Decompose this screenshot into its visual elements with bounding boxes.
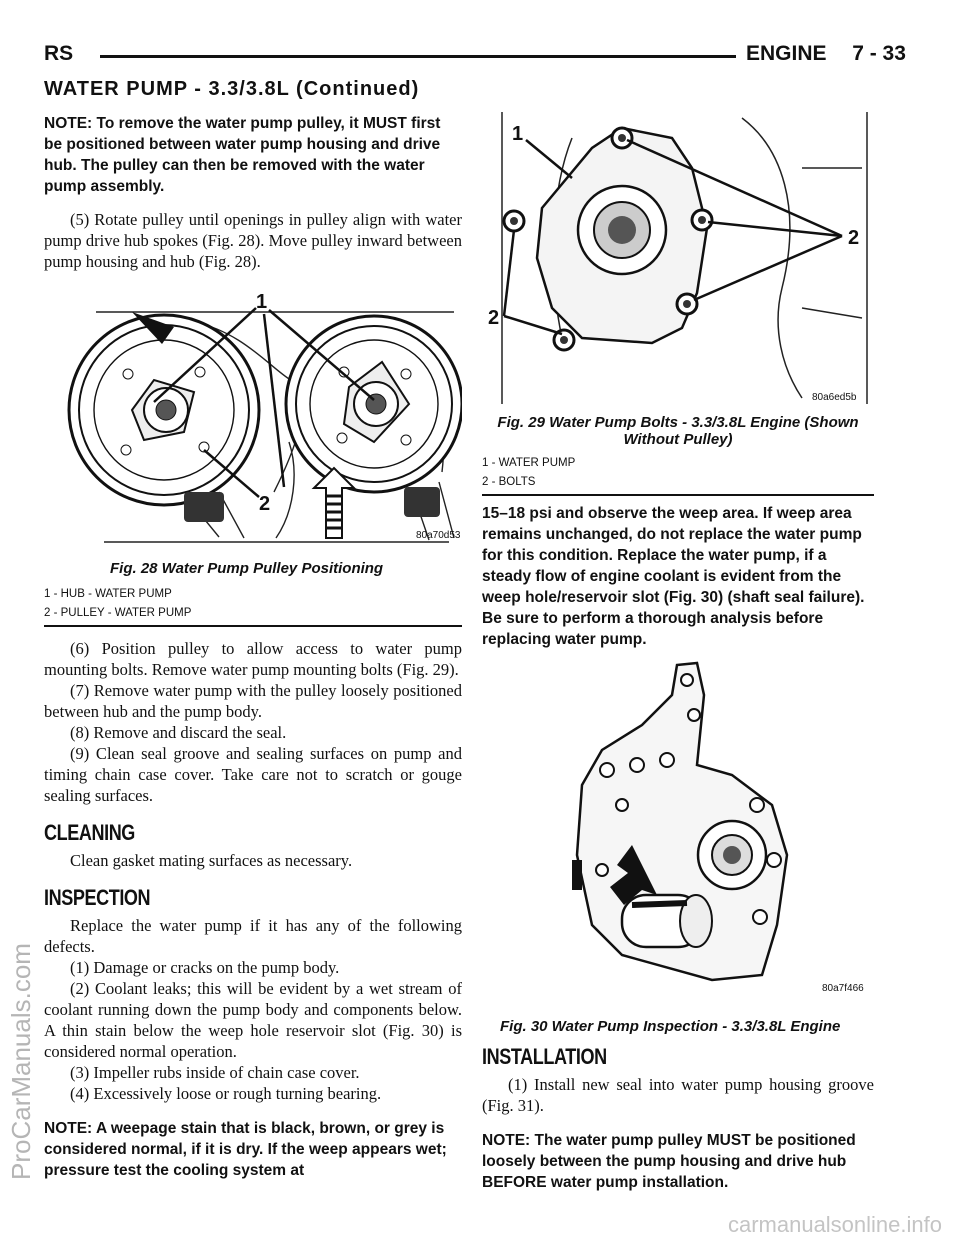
watermark-side: ProCarManuals.com [6, 943, 36, 1180]
section-title: WATER PUMP - 3.3/3.8L (Continued) [44, 78, 420, 100]
step-8: (8) Remove and discard the seal. [70, 723, 287, 742]
fig29-callout-1: 1 [512, 123, 524, 145]
right-column-text [482, 503, 874, 650]
watermark-bottom: carmanualsonline.info [727, 1212, 942, 1237]
installation-heading: INSTALLATION [482, 1044, 607, 1069]
header-rule [100, 55, 736, 58]
fig28-code: 80a70d53 [416, 530, 461, 541]
figure-28-rule [44, 625, 462, 627]
inspection-4: (4) Excessively loose or rough turning bearing. [70, 1084, 382, 1103]
cleaning-text: Clean gasket mating surfaces as necessary. [70, 851, 353, 870]
left-column [44, 113, 462, 272]
fig28-callout-1: 1 [256, 292, 268, 313]
step-7: (7) Remove water pump with the pulley loosely positioned between hub and the pump body. [44, 681, 462, 721]
right-column-lower [482, 1044, 874, 1193]
water-pump-bolts-illustration [482, 108, 874, 408]
figure-29-legend-2: 2 - BOLTS [482, 476, 536, 488]
note-remove-pulley: NOTE: To remove the water pump pulley, it MUST first be positioned between water pump housing and drive hub. The pulley can then be removed with the water pump assembly. [44, 115, 441, 195]
note-install: NOTE: The water pump pulley MUST be positioned loosely between the pump housing and drive hub BEFORE water pump installation. [482, 1132, 856, 1191]
fig29-callout-2a: 2 [848, 227, 860, 249]
fig28-callout-2: 2 [259, 493, 271, 515]
note-continued: 15–18 psi and observe the weep area. If weep area remains unchanged, do not replace the water pump for this condition. Replace the water pump, if a steady flow of engine coolant is evident from the weep hole/reservoir slot (Fig. 30) (shaft seal failure). Be sure to perform a thorough analysis before replacing water pump. [482, 505, 865, 648]
figure-29-caption-block [482, 414, 874, 496]
figure-30-caption-block [482, 1018, 874, 1035]
figure-29-legend-1: 1 - WATER PUMP [482, 457, 576, 469]
right-pulley [286, 316, 462, 492]
figure-30 [482, 655, 874, 1000]
left-column-lower [44, 638, 462, 1181]
fig29-code: 80a6ed5b [812, 392, 857, 403]
fig30-code: 80a7f466 [822, 983, 864, 994]
inspection-2: (2) Coolant leaks; this will be evident by a wet stream of coolant running down the pump body and components below. A thin stain below the weep hole reservoir slot (Fig. 30) is considered normal operation. [44, 979, 462, 1061]
weep-hole-slot [622, 895, 712, 947]
figure-28-caption-block [44, 560, 462, 627]
left-pulley [69, 315, 259, 505]
header-chapter-title: ENGINE [746, 42, 827, 65]
header-section-code: RS [44, 42, 74, 65]
step-9: (9) Clean seal groove and sealing surfaces on pump and timing chain case cover. Take care not to scratch or gouge sealing surfaces. [44, 744, 462, 805]
note-weepage: NOTE: A weepage stain that is black, brown, or grey is considered normal, if it is dry. If the weep appears wet; pressure test the cooling system at [44, 1120, 447, 1179]
step-6: (6) Position pulley to allow access to water pump mounting bolts. Remove water pump mounting bolts (Fig. 29). [44, 639, 462, 679]
inspection-1: (1) Damage or cracks on the pump body. [70, 958, 340, 977]
figure-29-caption-2: Without Pulley) [623, 431, 733, 448]
fig29-callout-2b: 2 [488, 307, 500, 329]
page-number: 7 - 33 [852, 42, 906, 65]
header-right [746, 42, 906, 66]
water-pump-pulley-illustration [44, 292, 462, 554]
figure-29-caption-1: Fig. 29 Water Pump Bolts - 3.3/3.8L Engine (Shown [497, 414, 859, 431]
figure-28-legend-2: 2 - PULLEY - WATER PUMP [44, 607, 192, 619]
water-pump-inspection-illustration [482, 655, 874, 1000]
inspection-3: (3) Impeller rubs inside of chain case cover. [70, 1063, 360, 1082]
step-5: (5) Rotate pulley until openings in pulley align with water pump drive hub spokes (Fig. 28). Move pulley inward between pump housing and hub (Fig. 28). [44, 210, 462, 271]
install-step-1: (1) Install new seal into water pump housing groove (Fig. 31). [482, 1075, 874, 1115]
cleaning-heading: CLEANING [44, 820, 135, 845]
figure-30-caption: Fig. 30 Water Pump Inspection - 3.3/3.8L Engine [500, 1018, 841, 1035]
inspection-text: Replace the water pump if it has any of the following defects. [44, 916, 462, 956]
figure-28 [44, 292, 462, 554]
figure-28-caption: Fig. 28 Water Pump Pulley Positioning [110, 560, 384, 577]
figure-29-rule [482, 494, 874, 496]
figure-29 [482, 108, 874, 408]
figure-28-legend-1: 1 - HUB - WATER PUMP [44, 588, 172, 600]
inspection-heading: INSPECTION [44, 885, 151, 910]
